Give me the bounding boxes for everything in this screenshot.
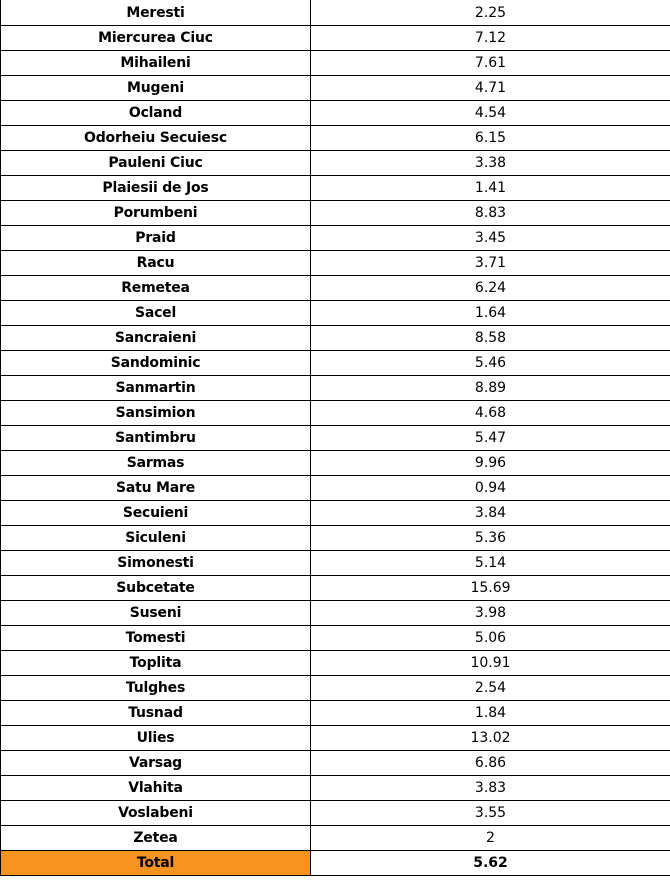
locality-name-cell: Tomesti	[1, 626, 311, 651]
value-cell: 5.06	[311, 626, 670, 651]
table-body	[1, 0, 670, 876]
value-cell: 3.84	[311, 501, 670, 526]
value-cell: 3.45	[311, 226, 670, 251]
locality-name-cell: Toplita	[1, 651, 311, 676]
locality-name-cell: Sandominic	[1, 351, 311, 376]
table-row	[1, 651, 670, 676]
table-row	[1, 726, 670, 751]
locality-name-cell: Odorheiu Secuiesc	[1, 126, 311, 151]
table-row	[1, 526, 670, 551]
locality-name-cell: Sancraieni	[1, 326, 311, 351]
value-cell: 2	[311, 826, 670, 851]
locality-name-cell: Sansimion	[1, 401, 311, 426]
locality-name-cell: Zetea	[1, 826, 311, 851]
locality-name-cell: Ocland	[1, 101, 311, 126]
table-row	[1, 751, 670, 776]
table-row	[1, 126, 670, 151]
value-cell: 3.83	[311, 776, 670, 801]
value-cell: 9.96	[311, 451, 670, 476]
value-cell: 4.71	[311, 76, 670, 101]
locality-name-cell: Siculeni	[1, 526, 311, 551]
table-row	[1, 626, 670, 651]
table-row	[1, 451, 670, 476]
table-row	[1, 251, 670, 276]
value-cell: 0.94	[311, 476, 670, 501]
table-row	[1, 226, 670, 251]
locality-name-cell: Mugeni	[1, 76, 311, 101]
table-row	[1, 401, 670, 426]
value-cell: 3.71	[311, 251, 670, 276]
table-row	[1, 676, 670, 701]
locality-name-cell: Meresti	[1, 0, 311, 26]
value-cell: 10.91	[311, 651, 670, 676]
table-row	[1, 51, 670, 76]
table-row	[1, 701, 670, 726]
value-cell: 2.25	[311, 0, 670, 26]
table-row	[1, 301, 670, 326]
locality-name-cell: Ulies	[1, 726, 311, 751]
table-row	[1, 0, 670, 26]
locality-name-cell: Subcetate	[1, 576, 311, 601]
value-cell: 7.61	[311, 51, 670, 76]
table-row	[1, 376, 670, 401]
locality-name-cell: Plaiesii de Jos	[1, 176, 311, 201]
table-row	[1, 101, 670, 126]
locality-name-cell: Varsag	[1, 751, 311, 776]
table-row	[1, 276, 670, 301]
locality-name-cell: Sacel	[1, 301, 311, 326]
table-row	[1, 576, 670, 601]
locality-name-cell: Secuieni	[1, 501, 311, 526]
locality-name-cell: Santimbru	[1, 426, 311, 451]
table-row	[1, 326, 670, 351]
value-cell: 6.24	[311, 276, 670, 301]
locality-name-cell: Tulghes	[1, 676, 311, 701]
table-row	[1, 176, 670, 201]
locality-name-cell: Satu Mare	[1, 476, 311, 501]
locality-name-cell: Porumbeni	[1, 201, 311, 226]
value-cell: 3.38	[311, 151, 670, 176]
value-cell: 3.55	[311, 801, 670, 826]
value-cell: 1.41	[311, 176, 670, 201]
value-cell: 15.69	[311, 576, 670, 601]
locality-name-cell: Remetea	[1, 276, 311, 301]
table-row	[1, 551, 670, 576]
value-cell: 5.36	[311, 526, 670, 551]
value-cell: 1.84	[311, 701, 670, 726]
table-row	[1, 76, 670, 101]
locality-name-cell: Sarmas	[1, 451, 311, 476]
total-value-cell: 5.62	[311, 851, 670, 876]
table-row	[1, 826, 670, 851]
value-cell: 7.12	[311, 26, 670, 51]
value-cell: 5.14	[311, 551, 670, 576]
table-row	[1, 351, 670, 376]
total-label-cell: Total	[1, 851, 311, 876]
value-cell: 1.64	[311, 301, 670, 326]
value-cell: 8.83	[311, 201, 670, 226]
value-cell: 13.02	[311, 726, 670, 751]
value-cell: 6.15	[311, 126, 670, 151]
locality-name-cell: Praid	[1, 226, 311, 251]
value-cell: 6.86	[311, 751, 670, 776]
value-cell: 8.89	[311, 376, 670, 401]
value-cell: 4.68	[311, 401, 670, 426]
table-row	[1, 201, 670, 226]
total-row	[1, 851, 670, 876]
value-cell: 5.47	[311, 426, 670, 451]
locality-name-cell: Vlahita	[1, 776, 311, 801]
locality-name-cell: Simonesti	[1, 551, 311, 576]
locality-name-cell: Suseni	[1, 601, 311, 626]
locality-name-cell: Tusnad	[1, 701, 311, 726]
value-cell: 4.54	[311, 101, 670, 126]
locality-name-cell: Pauleni Ciuc	[1, 151, 311, 176]
value-cell: 5.46	[311, 351, 670, 376]
value-cell: 3.98	[311, 601, 670, 626]
locality-name-cell: Voslabeni	[1, 801, 311, 826]
locality-name-cell: Mihaileni	[1, 51, 311, 76]
table-row	[1, 26, 670, 51]
table-row	[1, 801, 670, 826]
table-row	[1, 151, 670, 176]
value-cell: 2.54	[311, 676, 670, 701]
table-row	[1, 501, 670, 526]
table-row	[1, 476, 670, 501]
locality-name-cell: Racu	[1, 251, 311, 276]
locality-name-cell: Sanmartin	[1, 376, 311, 401]
table-row	[1, 601, 670, 626]
table-row	[1, 426, 670, 451]
value-cell: 8.58	[311, 326, 670, 351]
table-row	[1, 776, 670, 801]
locality-name-cell: Miercurea Ciuc	[1, 26, 311, 51]
